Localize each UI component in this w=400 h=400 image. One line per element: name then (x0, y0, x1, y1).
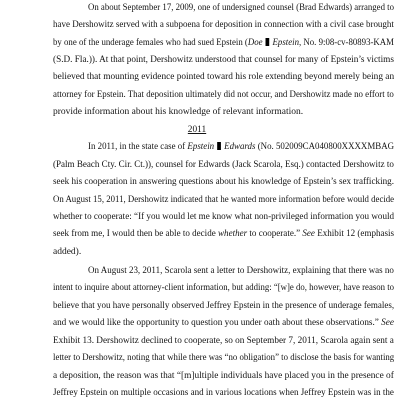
text-span: to cooperate.” (247, 229, 303, 240)
signal-see: See (381, 318, 394, 329)
text-line: (Palm Beach Cty. Cir. Ct.)), counsel for Edwards (Jack Scarola, Esq.) contacted Dershowitz to (53, 159, 394, 170)
emphasis-whether: whether (218, 229, 248, 240)
text-line: whether to cooperate: “If you would let me know what non-privileged information you would (53, 211, 395, 222)
text-line (53, 228, 394, 240)
text-span: , No. 9:08-cv-80893-KAM (298, 37, 395, 48)
text-line (88, 141, 394, 153)
text-span: seek from me, I would then be able to decide (53, 229, 219, 240)
text-line: letter to Dershowitz, noting that while there was “no obligation” to disclose the basis for wanting (53, 353, 395, 364)
redaction-mark (217, 142, 221, 150)
text-span: by one of the underage females who had sued Epstein ( (53, 37, 248, 48)
text-line: a deposition, the reason was that “[m]ultiple individuals have placed you in the presence of (53, 370, 394, 381)
case-name-doe: Doe (247, 37, 263, 48)
text-span: Exhibit 12 (emphasis (314, 229, 395, 240)
text-line: (S.D. Fla.)). At that point, Dershowitz understood that counsel for many of Epstein’s victims (53, 54, 394, 65)
section-heading (0, 124, 394, 136)
text-line: believe that you have personally observed Jeffrey Epstein in the presence of underage females, (53, 300, 395, 311)
text-line: Jeffrey Epstein on multiple occasions and in various locations when Jeffrey Epstein was in the (53, 388, 394, 398)
case-name-epstein: Epstein (187, 142, 215, 153)
text-span: and we would like the opportunity to question you under oath about these observations.” (53, 318, 382, 329)
signal-see: See (302, 229, 315, 240)
text-line: have Dershowitz served with a subpoena for deposition in connection with a civil case brought (53, 20, 394, 30)
text-line (53, 317, 394, 329)
text-line: attorney for Epstein. That deposition ultimately did not occur, and Dershowitz made no effort to (53, 89, 394, 100)
text-line: Exhibit 13. Dershowitz declined to cooperate, so on September 7, 2011, Scarola again sent a (53, 335, 394, 346)
text-line (53, 37, 394, 49)
text-line: On August 23, 2011, Scarola sent a letter to Dershowitz, explaining that there was no (88, 265, 394, 276)
case-name-edwards: Edwards (224, 142, 256, 153)
text-line: On August 15, 2011, Dershowitz indicated that he wanted more information before would decide (53, 194, 395, 205)
redaction-mark (266, 38, 270, 46)
text-line: provide information about his knowledge of relevant information. (53, 107, 304, 118)
text-line: intent to inquire about attorney-client information, but adding: “[w]e do, however, have reason to (53, 283, 395, 294)
case-name-epstein: Epstein (272, 37, 299, 48)
text-line: added). (53, 246, 82, 257)
text-span: In 2011, in the state case of (88, 142, 188, 153)
section-heading-text: 2011 (187, 124, 207, 135)
text-line: On about September 17, 2009, one of undersigned counsel (Brad Edwards) arranged to (88, 2, 395, 13)
text-span: (No. 502009CA040800XXXXMBAG (255, 142, 395, 153)
text-line: seek his cooperation in answering questions about his knowledge of Epstein’s sex trafficking. (53, 177, 395, 188)
text-line: believed that mounting evidence pointed toward his role extending beyond merely being an (53, 72, 395, 83)
